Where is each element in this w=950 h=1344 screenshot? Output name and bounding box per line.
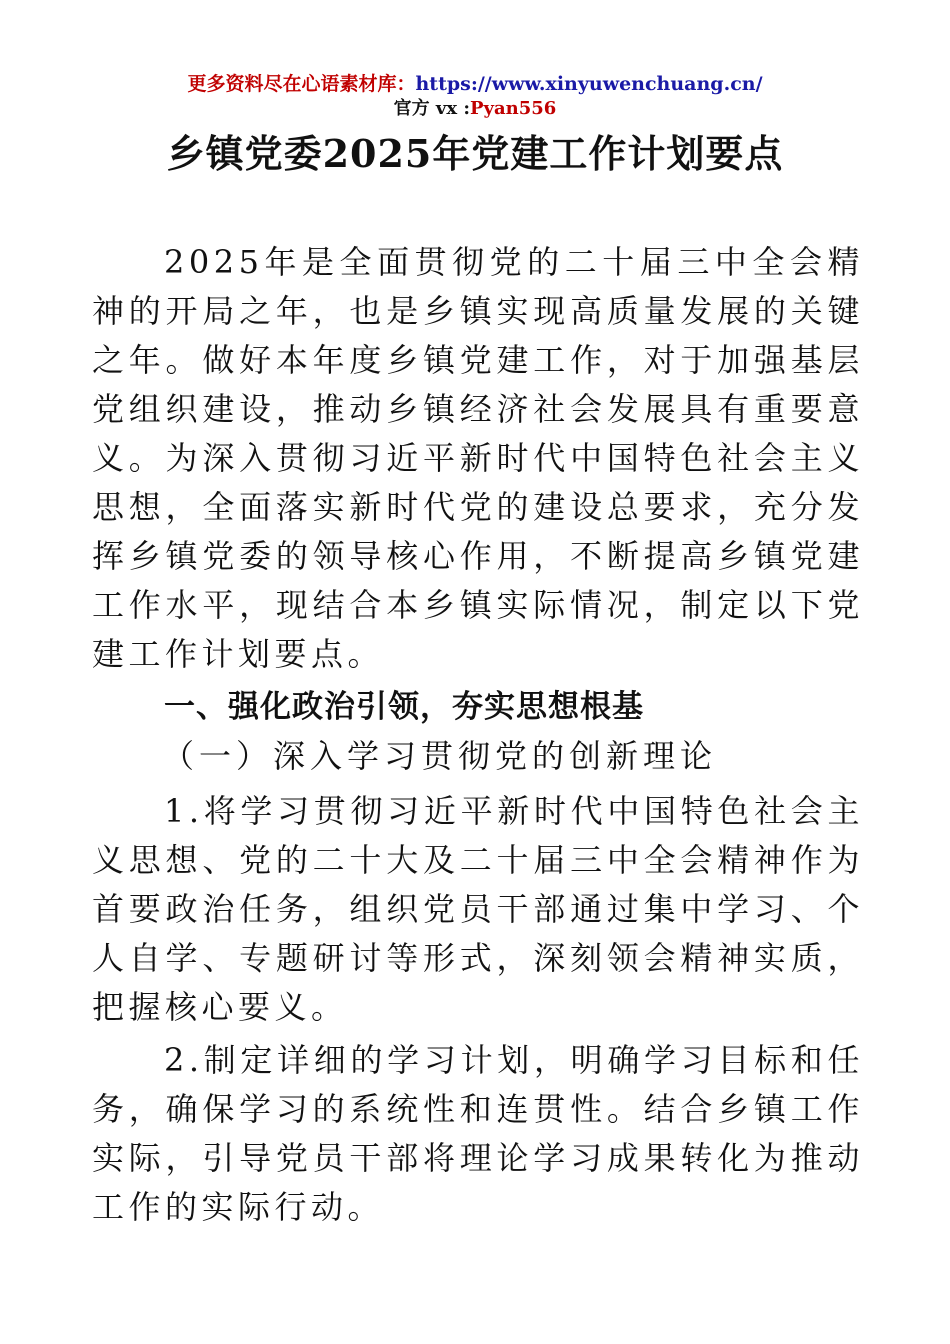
wechat-id: Pyan556 (470, 98, 557, 119)
wechat-line (0, 98, 950, 120)
list-item: 2.制定详细的学习计划，明确学习目标和任务，确保学习的系统性和连贯性。结合乡镇工作实际，引导党员干部将理论学习成果转化为推动工作的实际行动。 (92, 1041, 864, 1226)
promo-link[interactable]: https://www.xinyuwenchuang.cn/ (415, 73, 763, 95)
section-heading: 一、强化政治引领，夯实思想根基 (164, 689, 644, 725)
intro-paragraph: 2025年是全面贯彻党的二十届三中全会精神的开局之年，也是乡镇实现高质量发展的关键之年。做好本年度乡镇党建工作，对于加强基层党组织建设，推动乡镇经济社会发展具有重要意义。为深入贯彻习近平新时代中国特色社会主义思想，全面落实新时代党的建设总要求，充分发挥乡镇党委的领导核心作用，不断提高乡镇党建工作水平，现结合本乡镇实际情况，制定以下党建工作计划要点。 (92, 243, 864, 673)
subsection-heading: （一）深入学习贯彻党的创新理论 (162, 737, 718, 775)
list-item: 1.将学习贯彻习近平新时代中国特色社会主义思想、党的二十大及二十届三中全会精神作为首要政治任务，组织党员干部通过集中学习、个人自学、专题研讨等形式，深刻领会精神实质，把握核心要义。 (92, 792, 864, 1026)
wechat-label: 官方 vx : (393, 98, 471, 119)
promo-text: 更多资料尽在心语素材库： (187, 73, 416, 95)
promo-banner (0, 72, 950, 96)
document-title: 乡镇党委2025年党建工作计划要点 (166, 131, 784, 176)
document-body (92, 238, 864, 1232)
